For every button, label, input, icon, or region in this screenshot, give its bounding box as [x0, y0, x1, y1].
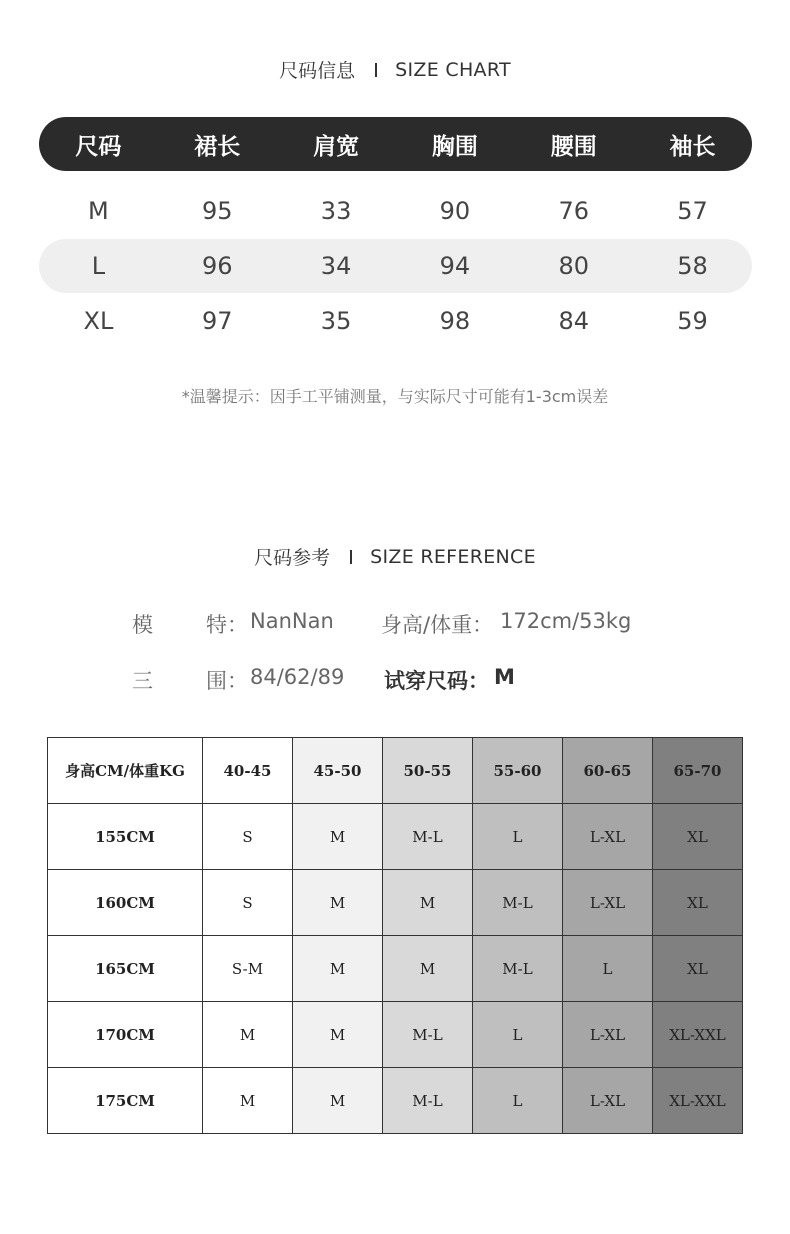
table-cell: M	[88, 197, 109, 225]
height-cell: 165CM	[48, 936, 203, 1002]
table-cell: 84	[558, 307, 589, 335]
title-divider	[375, 63, 377, 77]
header-cell: 身高CM/体重KG	[48, 738, 203, 804]
height-weight-label: 身高/体重：	[381, 613, 494, 637]
size-cell: M-L	[383, 1002, 473, 1068]
size-chart-row	[39, 294, 752, 348]
table-cell: L	[91, 252, 106, 280]
table-header-row	[48, 738, 743, 804]
table-cell: 33	[320, 197, 352, 225]
size-cell: XL-XXL	[653, 1068, 743, 1134]
measure-label-2: 围：	[206, 669, 248, 693]
table-row	[48, 870, 743, 936]
table-cell: 95	[201, 197, 233, 225]
table-cell: 90	[439, 197, 471, 225]
size-cell: L-XL	[563, 1002, 653, 1068]
model-info-row	[0, 609, 790, 639]
size-reference-table	[47, 737, 743, 1134]
size-cell: M	[293, 1068, 383, 1134]
size-cell: S	[203, 870, 293, 936]
table-cell: 76	[558, 197, 589, 225]
size-cell: L	[563, 936, 653, 1002]
header-cell: 尺码	[75, 133, 122, 160]
weight-range-header: 65-70	[653, 738, 743, 804]
size-cell: XL	[653, 936, 743, 1002]
model-label-2: 特：	[206, 613, 248, 637]
size-cell: M	[383, 870, 473, 936]
size-cell: M	[293, 870, 383, 936]
size-cell: S-M	[203, 936, 293, 1002]
size-cell: XL	[653, 804, 743, 870]
size-cell: XL-XXL	[653, 1002, 743, 1068]
size-chart-title-cn: 尺码信息	[279, 60, 356, 82]
size-cell: M	[293, 804, 383, 870]
height-cell: 175CM	[48, 1068, 203, 1134]
size-cell: L	[473, 804, 563, 870]
table-cell: 98	[439, 307, 471, 335]
size-cell: M-L	[473, 936, 563, 1002]
title-divider	[350, 550, 352, 564]
weight-range-header: 50-55	[383, 738, 473, 804]
table-cell: 80	[558, 252, 589, 280]
size-cell: M	[293, 936, 383, 1002]
size-cell: L	[473, 1068, 563, 1134]
size-cell: M-L	[473, 870, 563, 936]
table-row	[48, 804, 743, 870]
header-cell: 裙长	[194, 133, 241, 160]
size-cell: S	[203, 804, 293, 870]
table-cell: 97	[201, 307, 233, 335]
size-chart-title	[0, 56, 790, 83]
size-cell: L-XL	[563, 870, 653, 936]
size-cell: M	[203, 1002, 293, 1068]
size-cell: L-XL	[563, 804, 653, 870]
height-weight-value: 172cm/53kg	[500, 609, 632, 633]
table-cell: 35	[320, 307, 352, 335]
model-name: NanNan	[250, 609, 334, 633]
measure-label-1: 三	[132, 669, 153, 693]
size-cell: M-L	[383, 1068, 473, 1134]
table-cell: 57	[677, 197, 708, 225]
size-reference-title	[0, 543, 790, 570]
size-cell: L	[473, 1002, 563, 1068]
height-cell: 160CM	[48, 870, 203, 936]
size-chart-row	[39, 184, 752, 238]
model-measure-row	[0, 665, 790, 695]
header-cell: 胸围	[431, 133, 478, 160]
model-label-1: 模	[132, 613, 153, 637]
size-chart-header	[39, 117, 752, 171]
size-cell: M	[293, 1002, 383, 1068]
size-chart-row	[39, 239, 752, 293]
table-row	[48, 1068, 743, 1134]
weight-range-header: 60-65	[563, 738, 653, 804]
try-size-label: 试穿尺码：	[384, 669, 489, 693]
size-cell: M	[203, 1068, 293, 1134]
size-cell: M	[383, 936, 473, 1002]
height-cell: 170CM	[48, 1002, 203, 1068]
size-cell: L-XL	[563, 1068, 653, 1134]
table-row	[48, 936, 743, 1002]
table-cell: 59	[677, 307, 708, 335]
table-cell: 58	[677, 252, 708, 280]
size-reference-title-en: SIZE REFERENCE	[370, 545, 536, 568]
measure-value: 84/62/89	[250, 665, 345, 689]
table-cell: 96	[201, 252, 233, 280]
size-reference-title-cn: 尺码参考	[254, 547, 331, 569]
try-size-value: M	[494, 665, 515, 689]
measurement-note: *温馨提示：因手工平铺测量，与实际尺寸可能有1-3cm误差	[181, 387, 609, 406]
header-cell: 肩宽	[313, 133, 360, 160]
weight-range-header: 40-45	[203, 738, 293, 804]
header-cell: 腰围	[550, 133, 597, 160]
table-row	[48, 1002, 743, 1068]
size-cell: M-L	[383, 804, 473, 870]
header-cell: 袖长	[669, 133, 716, 160]
weight-range-header: 45-50	[293, 738, 383, 804]
table-cell: XL	[83, 307, 114, 335]
height-cell: 155CM	[48, 804, 203, 870]
size-cell: XL	[653, 870, 743, 936]
weight-range-header: 55-60	[473, 738, 563, 804]
table-cell: 94	[439, 252, 471, 280]
table-cell: 34	[320, 252, 352, 280]
size-chart-title-en: SIZE CHART	[395, 58, 511, 81]
